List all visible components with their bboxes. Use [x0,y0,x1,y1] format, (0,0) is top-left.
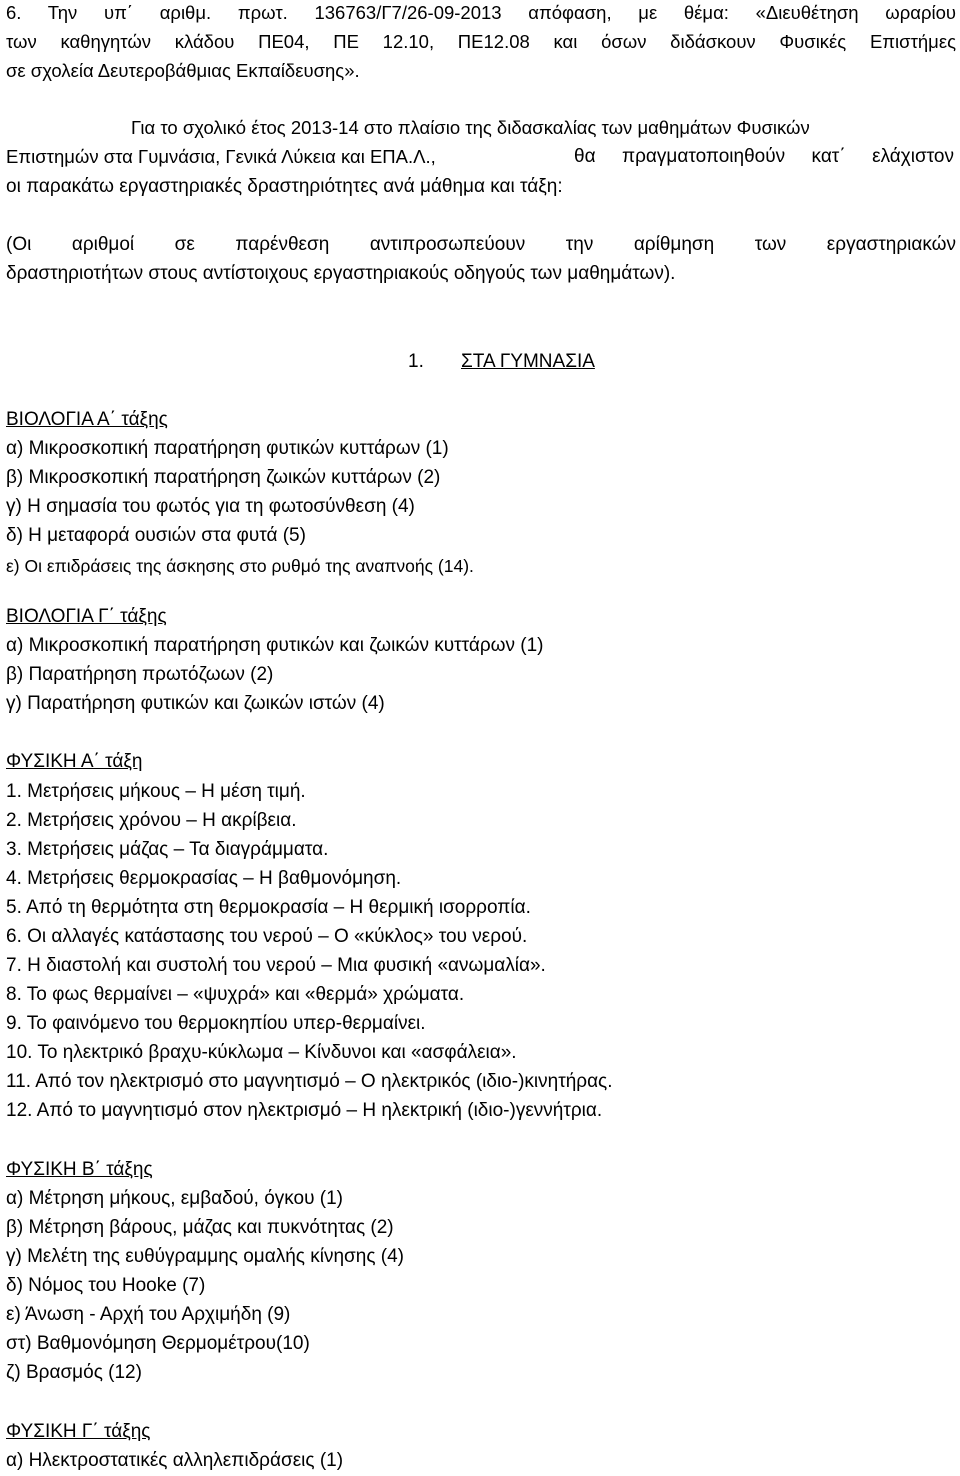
list-item: δ) Νόμος του Hooke (7) [6,1275,206,1296]
list-item: 2. Μετρήσεις χρόνου – Η ακρίβεια. [6,810,297,831]
physics-b-heading: ΦΥΣΙΚΗ Β΄ τάξης [6,1159,153,1180]
intro-line: των καθηγητών κλάδου ΠΕ04, ΠΕ 12.10, ΠΕ12.08 και όσων διδάσκουν Φυσικές Επιστήμες [6,31,956,52]
section-title: ΣΤΑ ΓΥΜΝΑΣΙΑ [461,351,595,372]
list-item: στ) Βαθμονόμηση Θερμομέτρου(10) [6,1333,310,1354]
list-item: 11. Από τον ηλεκτρισμό στο μαγνητισμό – Ο ηλεκτρικός (ιδιο-)κινητήρας. [6,1071,613,1092]
list-item: α) Ηλεκτροστατικές αλληλεπιδράσεις (1) [6,1450,344,1471]
list-item: 3. Μετρήσεις μάζας – Τα διαγράμματα. [6,839,329,860]
section-number: 1. [408,351,424,372]
biology-a-heading: ΒΙΟΛΟΓΙΑ Α΄ τάξης [6,409,168,430]
list-item: α) Μικροσκοπική παρατήρηση φυτικών κυττάρων (1) [6,438,449,459]
list-item: γ) Παρατήρηση φυτικών και ζωικών ιστών (4) [6,693,385,714]
note-line: δραστηριοτήτων στους αντίστοιχους εργαστηριακούς οδηγούς των μαθημάτων). [6,263,676,284]
list-item: 5. Από τη θερμότητα στη θερμοκρασία – Η θερμική ισορροπία. [6,897,531,918]
list-item: α) Μέτρηση μήκους, εμβαδού, όγκου (1) [6,1188,344,1209]
list-item: 10. Το ηλεκτρικό βραχυ-κύκλωμα – Κίνδυνοι και «ασφάλεια». [6,1042,517,1063]
intro-line: Επιστημών στα Γυμνάσια, Γενικά Λύκεια και ΕΠΑ.Λ., [6,146,436,167]
list-item: 7. Η διαστολή και συστολή του νερού – Μια φυσική «ανωμαλία». [6,955,546,976]
list-item: δ) Η μεταφορά ουσιών στα φυτά (5) [6,525,306,546]
list-item: ε) Άνωση - Αρχή του Αρχιμήδη (9) [6,1304,291,1325]
list-item: 4. Μετρήσεις θερμοκρασίας – Η βαθμονόμηση. [6,868,402,889]
list-item: β) Παρατήρηση πρωτόζωων (2) [6,664,274,685]
list-item: ε) Οι επιδράσεις της άσκησης στο ρυθμό της αναπνοής (14). [6,556,474,576]
list-item: β) Μικροσκοπική παρατήρηση ζωικών κυττάρων (2) [6,467,441,488]
list-item: 9. Το φαινόμενο του θερμοκηπίου υπερ-θερμαίνει. [6,1013,426,1034]
biology-c-heading: ΒΙΟΛΟΓΙΑ Γ΄ τάξης [6,606,167,627]
list-item: β) Μέτρηση βάρους, μάζας και πυκνότητας (2) [6,1217,394,1238]
intro-line: σε σχολεία Δευτεροβάθμιας Εκπαίδευσης». [6,60,360,81]
list-item: 6. Οι αλλαγές κατάστασης του νερού – Ο «κύκλος» του νερού. [6,926,528,947]
list-item: α) Μικροσκοπική παρατήρηση φυτικών και ζωικών κυττάρων (1) [6,635,544,656]
intro-line: 6. Την υπ΄ αριθμ. πρωτ. 136763/Γ7/26-09-2013 απόφαση, με θέμα: «Διευθέτηση ωραρίου [6,2,956,23]
list-item: γ) Η σημασία του φωτός για τη φωτοσύνθεση (4) [6,496,415,517]
list-item: 1. Μετρήσεις μήκους – Η μέση τιμή. [6,781,306,802]
note-line: (Οι αριθμοί σε παρένθεση αντιπροσωπεύουν την αρίθμηση των εργαστηριακών [6,234,956,255]
intro-line: θα πραγματοποιηθούν κατ΄ ελάχιστον [574,146,954,167]
physics-a-heading: ΦΥΣΙΚΗ Α΄ τάξη [6,751,143,772]
list-item: ζ) Βρασμός (12) [6,1362,142,1383]
intro-line: οι παρακάτω εργαστηριακές δραστηριότητες ανά μάθημα και τάξη: [6,176,563,197]
list-item: 8. Το φως θερμαίνει – «ψυχρά» και «θερμά» χρώματα. [6,984,465,1005]
list-item: γ) Μελέτη της ευθύγραμμης ομαλής κίνησης (4) [6,1246,404,1267]
intro-line: Για το σχολικό έτος 2013-14 στο πλαίσιο της διδασκαλίας των μαθημάτων Φυσικών [131,117,810,138]
physics-c-heading: ΦΥΣΙΚΗ Γ΄ τάξης [6,1421,151,1442]
list-item: 12. Από το μαγνητισμό στον ηλεκτρισμό – Η ηλεκτρική (ιδιο-)γεννήτρια. [6,1100,603,1121]
